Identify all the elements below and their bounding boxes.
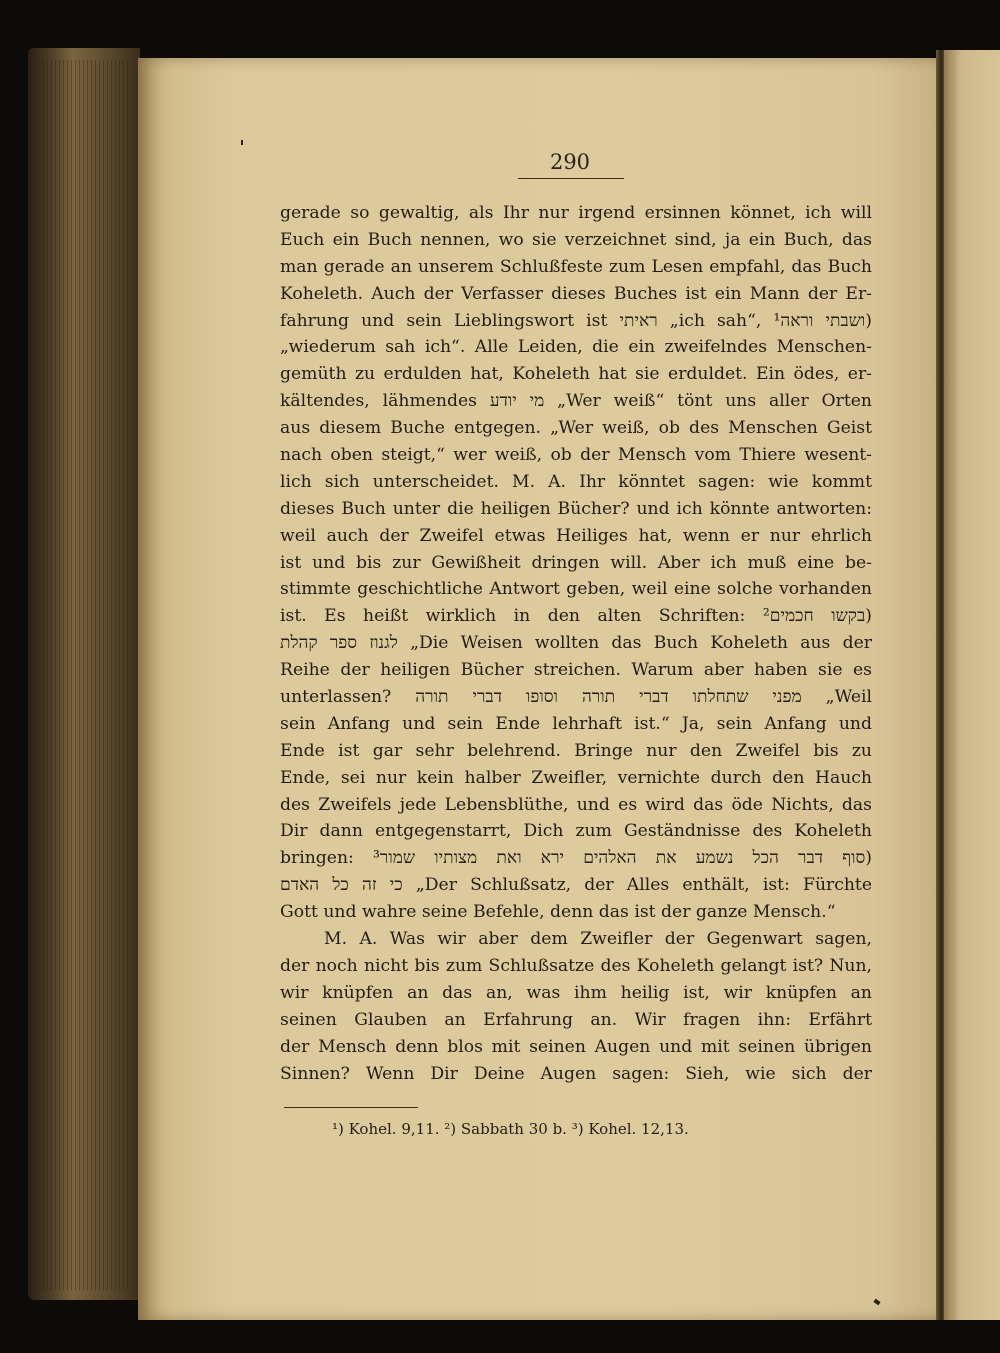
text-line: Gott und wahre seine Befehle, denn das ist der ganze Mensch.“ bbox=[280, 902, 836, 923]
text-line: aus diesem Buche entgegen. „Wer weiß, ob des Menschen Geist bbox=[280, 418, 872, 439]
text-line: M. A. Was wir aber dem Zweifler der Gegenwart sagen, bbox=[324, 929, 872, 950]
text-line: der noch nicht bis zum Schlußsatze des Koheleth gelangt ist? Nun, bbox=[280, 955, 872, 976]
page-number-rule bbox=[518, 178, 624, 179]
text-line: nach oben steigt,“ wer weiß, ob der Mensch vom Thiere wesent- bbox=[280, 445, 872, 466]
text-line: wir knüpfen an das an, was ihm heilig ist, wir knüpfen an bbox=[280, 982, 872, 1003]
text-line: Koheleth. Auch der Verfasser dieses Buches ist ein Mann der Er- bbox=[280, 283, 872, 304]
text-line: unterlassen? מפני שתחלתו דברי תורה וסופו דברי תורה „Weil bbox=[280, 687, 872, 708]
text-line: man gerade an unserem Schlußfeste zum Lesen empfahl, das Buch bbox=[280, 256, 872, 277]
text-line: weil auch der Zweifel etwas Heiliges hat, wenn er nur ehrlich bbox=[280, 525, 872, 546]
text-line: fahrung und sein Lieblingswort ist ראיתי „ich sah“, ושבתי וראה¹) bbox=[280, 310, 872, 331]
page-number: 290 bbox=[549, 150, 591, 174]
text-line: gemüth zu erdulden hat, Koheleth hat sie erduldet. Ein ödes, er- bbox=[280, 364, 872, 385]
text-line: Dir dann entgegenstarrt, Dich zum Geständnisse des Koheleth bbox=[280, 821, 872, 842]
text-line: lich sich unterscheidet. M. A. Ihr könntet sagen: wie kommt bbox=[280, 471, 872, 492]
facing-page-edge bbox=[944, 50, 1000, 1320]
text-line: der Mensch denn blos mit seinen Augen und mit seinen übrigen bbox=[280, 1036, 872, 1057]
text-line: Ende, sei nur kein halber Zweifler, vernichte durch den Hauch bbox=[280, 767, 872, 788]
text-line: bringen: סוף דבר הכל נשמע את האלהים ירא ואת מצותיו שמור³) bbox=[280, 848, 872, 869]
text-line: gerade so gewaltig, als Ihr nur irgend ersinnen könnet, ich will bbox=[280, 203, 872, 223]
text-line: Sinnen? Wenn Dir Deine Augen sagen: Sieh, wie sich der bbox=[280, 1063, 872, 1084]
text-line: Ende ist gar sehr belehrend. Bringe nur den Zweifel bis zu bbox=[280, 740, 872, 761]
body-text bbox=[280, 200, 872, 1087]
text-line: dieses Buch unter die heiligen Bücher? und ich könnte antworten: bbox=[280, 498, 872, 519]
text-line: כי זה כל האדם „Der Schlußsatz, der Alles enthält, ist: Fürchte bbox=[280, 875, 872, 896]
text-line: Euch ein Buch nennen, wo sie verzeichnet sind, ja ein Buch, das bbox=[280, 229, 872, 250]
text-line: sein Anfang und sein Ende lehrhaft ist.“ Ja, sein Anfang und bbox=[280, 713, 872, 734]
text-line: ist. Es heißt wirklich in den alten Schriften: בקשו חכמים²) bbox=[280, 606, 872, 627]
text-line: seinen Glauben an Erfahrung an. Wir fragen ihn: Erfährt bbox=[280, 1009, 872, 1030]
page-edges-texture bbox=[40, 60, 130, 1290]
text-line: kältendes, lähmendes מי יודע „Wer weiß“ tönt uns aller Orten bbox=[280, 391, 872, 412]
text-line: stimmte geschichtliche Antwort geben, weil eine solche vorhanden bbox=[280, 579, 872, 600]
text-line: Reihe der heiligen Bücher streichen. Warum aber haben sie es bbox=[280, 660, 872, 681]
text-line: des Zweifels jede Lebensblüthe, und es wird das öde Nichts, das bbox=[280, 794, 872, 815]
text-line: לגנוז ספר קהלת „Die Weisen wollten das Buch Koheleth aus der bbox=[280, 633, 872, 654]
text-line: „wiederum sah ich“. Alle Leiden, die ein zweifelndes Menschen- bbox=[280, 337, 872, 358]
ink-speck bbox=[241, 140, 243, 145]
footnote-rule bbox=[284, 1107, 418, 1108]
text-line: ist und bis zur Gewißheit dringen will. Aber ich muß eine be- bbox=[280, 552, 872, 573]
footnotes: ¹) Kohel. 9,11. ²) Sabbath 30 b. ³) Kohel. 12,13. bbox=[332, 1120, 689, 1138]
